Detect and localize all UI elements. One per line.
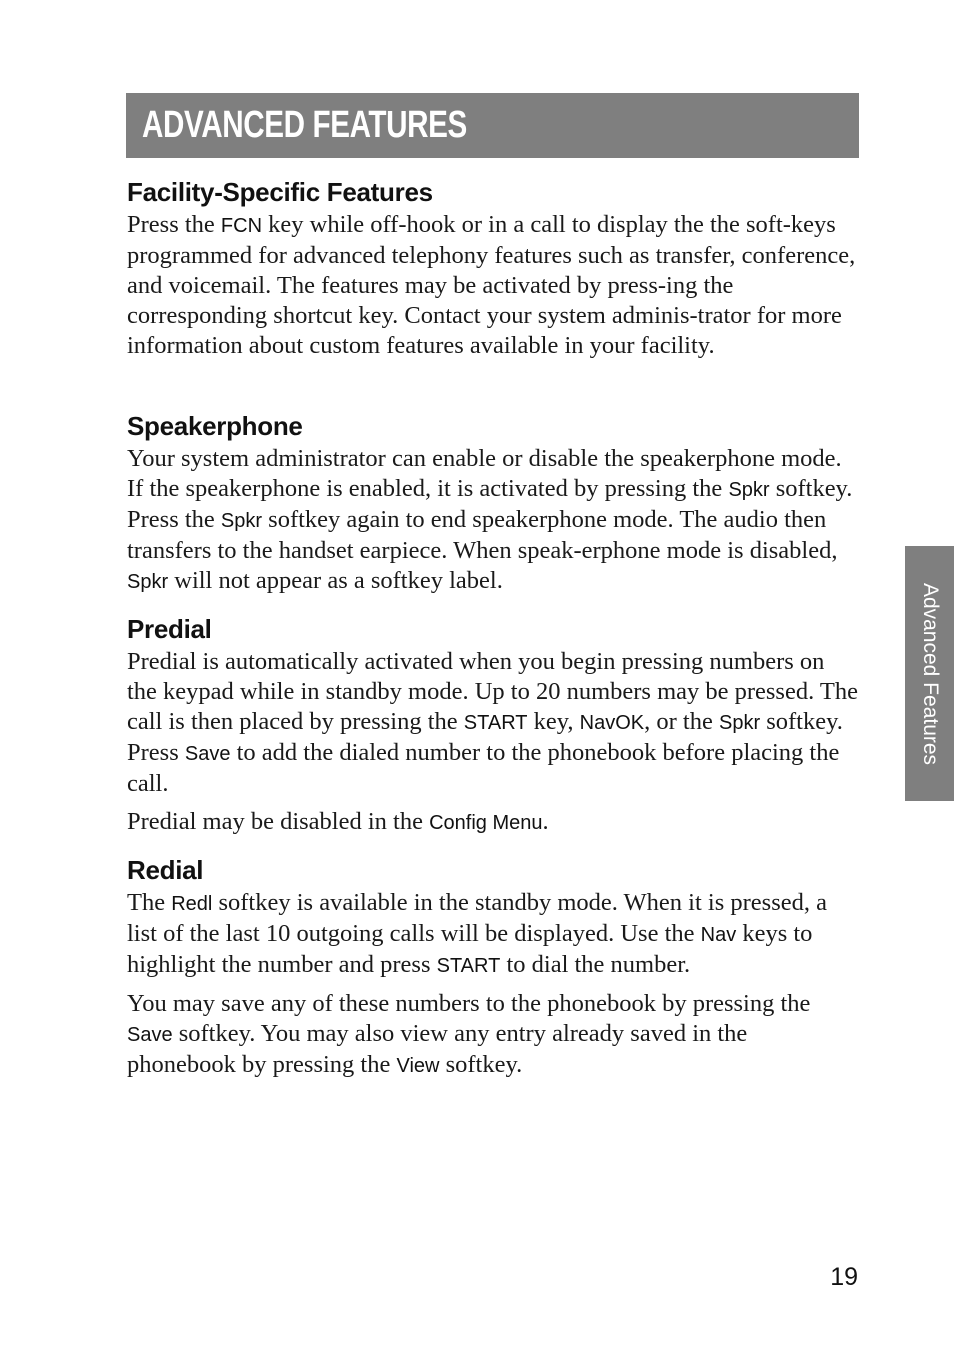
key-label: START: [463, 712, 528, 734]
chapter-side-tab: [905, 546, 954, 801]
text-run: to dial the number.: [500, 951, 691, 978]
key-label: Nav: [700, 924, 737, 946]
section-heading: Speakerphone: [127, 411, 303, 441]
text-run: Predial may be disabled in the: [127, 808, 430, 835]
text-run: softkey. Press the: [127, 475, 853, 533]
key-label: Save: [184, 743, 231, 765]
text-run: will not appear as a softkey label.: [168, 567, 503, 594]
key-label: View: [396, 1055, 440, 1077]
text-run: softkey is available in the standby mode. When it is pressed, a list of the last 10 outgoing calls will be displayed. Use the: [127, 889, 827, 947]
section-redial: [127, 852, 859, 1081]
text-run: The: [127, 889, 172, 916]
text-run: Press the: [127, 211, 221, 238]
key-label: NavOK: [579, 712, 645, 734]
key-label: FCN: [220, 215, 263, 237]
key-label: Config Menu: [429, 812, 543, 834]
text-run: softkey again to end speakerphone mode. The audio then transfers to the handset earpiece. When speak-erphone mode is disabled,: [127, 506, 838, 564]
page-number: 19: [830, 1263, 858, 1291]
section-facility-specific-features: [127, 174, 859, 361]
text-run: softkey. Press: [127, 708, 843, 766]
text-run: .: [542, 808, 549, 835]
text-run: softkey. You may also view any entry already saved in the phonebook by pressing the: [127, 1020, 748, 1078]
section-speakerphone: [127, 408, 859, 597]
key-label: Spkr: [220, 510, 263, 532]
body-paragraph: [127, 989, 859, 1081]
body-paragraph: [127, 444, 859, 597]
section-heading: Redial: [127, 855, 204, 885]
text-run: softkey.: [439, 1051, 523, 1078]
text-run: Predial is automatically activated when you begin pressing numbers on the keypad while in standby mode. Up to 20 numbers may be pressed. The call is then placed by pressing the: [127, 648, 858, 735]
body-paragraph: [127, 888, 859, 981]
key-label: START: [436, 955, 501, 977]
key-label: Save: [127, 1024, 173, 1046]
body-paragraph: [127, 647, 859, 799]
section-heading: Facility-Specific Features: [127, 177, 433, 207]
text-run: key,: [527, 708, 580, 735]
text-run: keys to highlight the number and press: [127, 920, 813, 978]
key-label: Spkr: [127, 571, 169, 593]
text-run: Your system administrator can enable or disable the speakerphone mode. If the speakerphone is enabled, it is activated by pressing the: [127, 445, 842, 502]
page-title: ADVANCED FEATURES: [142, 104, 467, 146]
text-run: to add the dialed number to the phonebook before placing the call.: [127, 739, 840, 797]
text-run: You may save any of these numbers to the phonebook by pressing the: [127, 990, 811, 1017]
text-run: key while off-hook or in a call to display the the soft-keys programmed for advanced telephony features such as transfer, conference, and voicemail. The features may be activated by press-ing the corresponding shortcut key. Contact your system adminis-trator for more information about custom features available in your facility.: [127, 211, 856, 359]
section-heading: Predial: [127, 614, 212, 644]
text-run: , or the: [644, 708, 719, 735]
section-banner: [126, 93, 859, 158]
key-label: Spkr: [718, 712, 761, 734]
body-paragraph: [127, 807, 859, 838]
key-label: Redl: [171, 893, 213, 915]
key-label: Spkr: [728, 479, 770, 501]
section-predial: [127, 611, 859, 838]
side-tab-label: Advanced Features: [918, 582, 942, 765]
body-paragraph: [127, 210, 859, 361]
